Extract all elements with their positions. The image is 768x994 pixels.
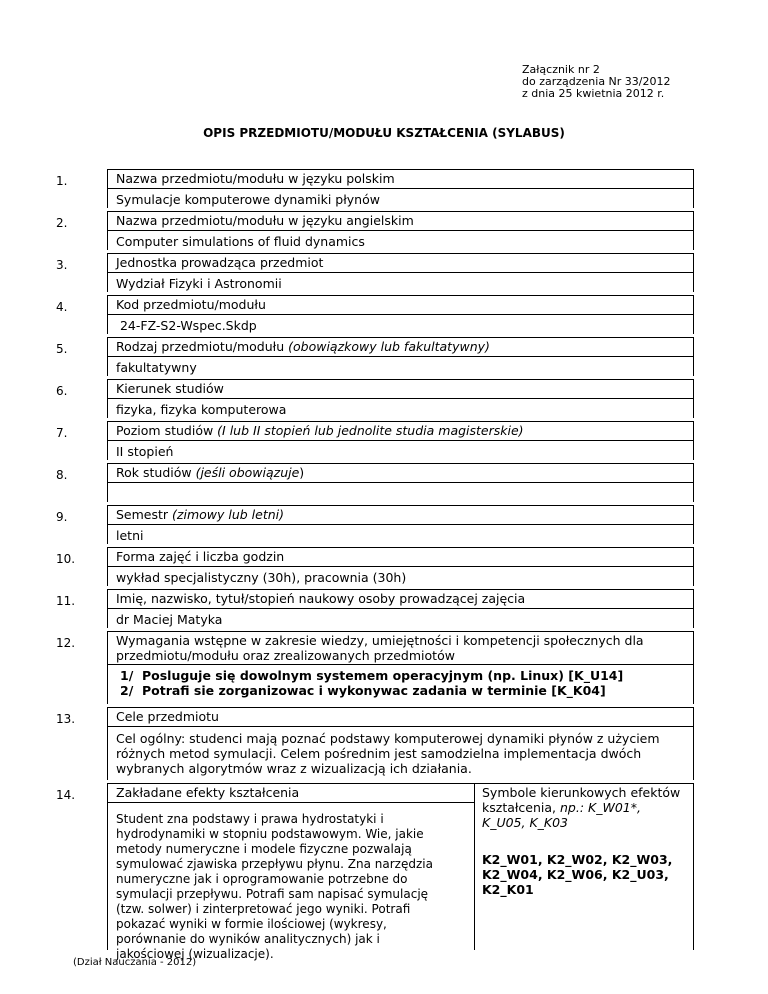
row-cell bbox=[107, 589, 694, 628]
row-cell bbox=[107, 463, 694, 502]
syllabus-row bbox=[56, 166, 694, 208]
effect-line: symulować zjawiska przepływu płynu. Zna narzędzia bbox=[116, 857, 433, 871]
row-label bbox=[116, 381, 224, 396]
row-cell bbox=[107, 169, 694, 208]
row-label-text: Jednostka prowadząca przedmiot bbox=[116, 255, 324, 270]
goals-text bbox=[116, 731, 660, 776]
syllabus-row bbox=[56, 460, 694, 502]
row-label bbox=[116, 591, 525, 606]
requirement-item: 2/ Potrafi sie zorganizowac i wykonywac zadania w terminie [K_K04] bbox=[120, 683, 606, 698]
effect-codes bbox=[482, 852, 680, 897]
row-number: 2. bbox=[56, 216, 68, 230]
row-number: 11. bbox=[56, 594, 76, 608]
syllabus-row bbox=[56, 250, 694, 292]
row-label-note: (obowiązkowy lub fakultatywny) bbox=[288, 339, 490, 354]
row-cell bbox=[107, 631, 694, 704]
effect-line: jakościowej (wizualizacje). bbox=[116, 947, 274, 961]
syllabus-row-14 bbox=[56, 780, 694, 961]
symbols-header: Symbole kierunkowych efektów bbox=[482, 785, 681, 800]
syllabus-row bbox=[56, 586, 694, 628]
footer-note: (Dział Nauczania - 2012) bbox=[73, 957, 197, 968]
row-number: 6. bbox=[56, 384, 68, 398]
row-number: 8. bbox=[56, 468, 68, 482]
row-separator bbox=[108, 398, 693, 399]
row-separator bbox=[108, 608, 693, 609]
row-separator bbox=[108, 482, 693, 483]
row-label bbox=[116, 213, 414, 228]
row-label bbox=[116, 423, 524, 438]
column-divider bbox=[474, 784, 475, 950]
row-label-text: Forma zajęć i liczba godzin bbox=[116, 549, 285, 564]
effect-line: metody numeryczne i modele fizyczne pozwalają bbox=[116, 842, 412, 856]
row-value: II stopień bbox=[116, 444, 174, 459]
row-label bbox=[116, 339, 490, 354]
row-label bbox=[116, 255, 323, 270]
row-number: 10. bbox=[56, 552, 76, 566]
symbols-header-text: kształcenia, bbox=[482, 800, 560, 815]
annex-line: do zarządzenia Nr 33/2012 bbox=[522, 75, 671, 88]
row-label-note: (jeśli obowiązuje bbox=[195, 465, 300, 480]
row-label-text: Nazwa przedmiotu/modułu w języku polskim bbox=[116, 171, 395, 186]
row-value: fizyka, fizyka komputerowa bbox=[116, 402, 287, 417]
row-number: 14. bbox=[56, 788, 76, 802]
row-number: 4. bbox=[56, 300, 68, 314]
row-value: letni bbox=[116, 528, 144, 543]
row-number: 1. bbox=[56, 174, 68, 188]
row-cell bbox=[107, 547, 694, 586]
annex-line: z dnia 25 kwietnia 2012 r. bbox=[522, 87, 665, 100]
row-cell bbox=[107, 211, 694, 250]
row-cell bbox=[107, 783, 694, 961]
row-cell bbox=[107, 253, 694, 292]
row-cell bbox=[107, 707, 694, 780]
row-separator bbox=[108, 664, 693, 665]
symbols-column bbox=[482, 785, 680, 897]
row-label-line: przedmiotu/modułu oraz zrealizowanych przedmiotów bbox=[116, 648, 455, 663]
row-value: fakultatywny bbox=[116, 360, 197, 375]
syllabus-row bbox=[56, 418, 694, 460]
row-separator bbox=[108, 726, 693, 727]
row-label-text: Kod przedmiotu/modułu bbox=[116, 297, 266, 312]
goals-line: różnych metod symulacji. Celem pośrednim jest samodzielna implementacja dwóch bbox=[116, 746, 642, 761]
row-separator bbox=[108, 440, 693, 441]
codes-line: K2_K01 bbox=[482, 882, 534, 897]
row-value: Computer simulations of fluid dynamics bbox=[116, 234, 365, 249]
row-label-note: (I lub II stopień lub jednolite studia magisterskie) bbox=[217, 423, 524, 438]
row-separator bbox=[108, 356, 693, 357]
row-separator bbox=[108, 230, 693, 231]
symbols-header-example: np.: K_W01*, bbox=[560, 800, 641, 815]
syllabus-row bbox=[56, 208, 694, 250]
row-cell bbox=[107, 379, 694, 418]
row-label-line: Wymagania wstępne w zakresie wiedzy, umiejętności i kompetencji społecznych dla bbox=[116, 633, 644, 648]
effect-line: porównanie do wyników analitycznych) jak i bbox=[116, 932, 380, 946]
row-number: 9. bbox=[56, 510, 68, 524]
row-separator bbox=[108, 188, 693, 189]
syllabus-row bbox=[56, 502, 694, 544]
row-label bbox=[116, 549, 284, 564]
effect-line: Student zna podstawy i prawa hydrostatyki i bbox=[116, 812, 384, 826]
effect-line: numeryczne jak i oprogramowanie potrzebne do bbox=[116, 872, 408, 886]
effects-text bbox=[116, 812, 433, 962]
symbols-header bbox=[482, 800, 680, 815]
row-label-text: Rok studiów bbox=[116, 465, 196, 480]
goals-line: Cel ogólny: studenci mają poznać podstawy komputerowej dynamiki płynów z użyciem bbox=[116, 731, 660, 746]
row-number: 3. bbox=[56, 258, 68, 272]
syllabus-row bbox=[56, 544, 694, 586]
row-label: Zakładane efekty kształcenia bbox=[116, 785, 300, 800]
syllabus-row bbox=[56, 376, 694, 418]
effect-line: (tzw. solwer) i zinterpretować jego wyniki. Potrafi bbox=[116, 902, 411, 916]
row-label bbox=[116, 297, 266, 312]
row-separator bbox=[108, 272, 693, 273]
row-separator bbox=[108, 566, 693, 567]
effect-line: pokazać wyniki w formie ilościowej (wykresy, bbox=[116, 917, 387, 931]
row-value: wykład specjalistyczny (30h), pracownia (30h) bbox=[116, 570, 407, 585]
row-label-paren: ) bbox=[299, 465, 305, 480]
row-label bbox=[116, 633, 644, 663]
row-number: 13. bbox=[56, 712, 76, 726]
goals-line: wybranych algorytmów wraz z wizualizacją ich działania. bbox=[116, 761, 472, 776]
syllabus-row-13 bbox=[56, 704, 694, 780]
effect-line: hydrodynamiki w stopniu podstawowym. Wie, jakie bbox=[116, 827, 424, 841]
row-label: Cele przedmiotu bbox=[116, 709, 219, 724]
syllabus-row-12 bbox=[56, 628, 694, 704]
row-cell bbox=[107, 505, 694, 544]
row-cell bbox=[107, 421, 694, 460]
row-value: Symulacje komputerowe dynamiki płynów bbox=[116, 192, 380, 207]
row-label bbox=[116, 465, 304, 480]
row-value: dr Maciej Matyka bbox=[116, 612, 223, 627]
document-title: OPIS PRZEDMIOTU/MODUŁU KSZTAŁCENIA (SYLABUS) bbox=[203, 126, 565, 140]
row-label bbox=[116, 171, 395, 186]
row-separator bbox=[108, 802, 474, 803]
row-number: 5. bbox=[56, 342, 68, 356]
syllabus-row bbox=[56, 292, 694, 334]
row-value: 24-FZ-S2-Wspec.Skdp bbox=[116, 318, 257, 333]
requirements-list bbox=[120, 668, 623, 698]
row-label-note: (zimowy lub letni) bbox=[172, 507, 285, 522]
row-number: 7. bbox=[56, 426, 68, 440]
annex-line: Załącznik nr 2 bbox=[522, 63, 600, 76]
row-label bbox=[116, 507, 284, 522]
requirement-item: 1/ Posluguje się dowolnym systemem operacyjnym (np. Linux) [K_U14] bbox=[120, 668, 624, 683]
row-separator bbox=[108, 524, 693, 525]
row-label-text: Nazwa przedmiotu/modułu w języku angielskim bbox=[116, 213, 414, 228]
row-label-text: Poziom studiów bbox=[116, 423, 218, 438]
codes-line: K2_W01, K2_W02, K2_W03, bbox=[482, 852, 673, 867]
annex-note bbox=[522, 64, 671, 100]
row-label-text: Kierunek studiów bbox=[116, 381, 224, 396]
row-number: 12. bbox=[56, 636, 76, 650]
row-label-text: Imię, nazwisko, tytuł/stopień naukowy osoby prowadzącej zajęcia bbox=[116, 591, 526, 606]
row-cell bbox=[107, 337, 694, 376]
codes-line: K2_W04, K2_W06, K2_U03, bbox=[482, 867, 669, 882]
row-value: Wydział Fizyki i Astronomii bbox=[116, 276, 282, 291]
row-label-text: Semestr bbox=[116, 507, 173, 522]
effect-line: symulacji przepływu. Potrafi sam napisać symulację bbox=[116, 887, 429, 901]
row-label-text: Rodzaj przedmiotu/modułu bbox=[116, 339, 289, 354]
row-cell bbox=[107, 295, 694, 334]
row-separator bbox=[108, 314, 693, 315]
symbols-header: K_U05, K_K03 bbox=[482, 815, 568, 830]
syllabus-row bbox=[56, 334, 694, 376]
